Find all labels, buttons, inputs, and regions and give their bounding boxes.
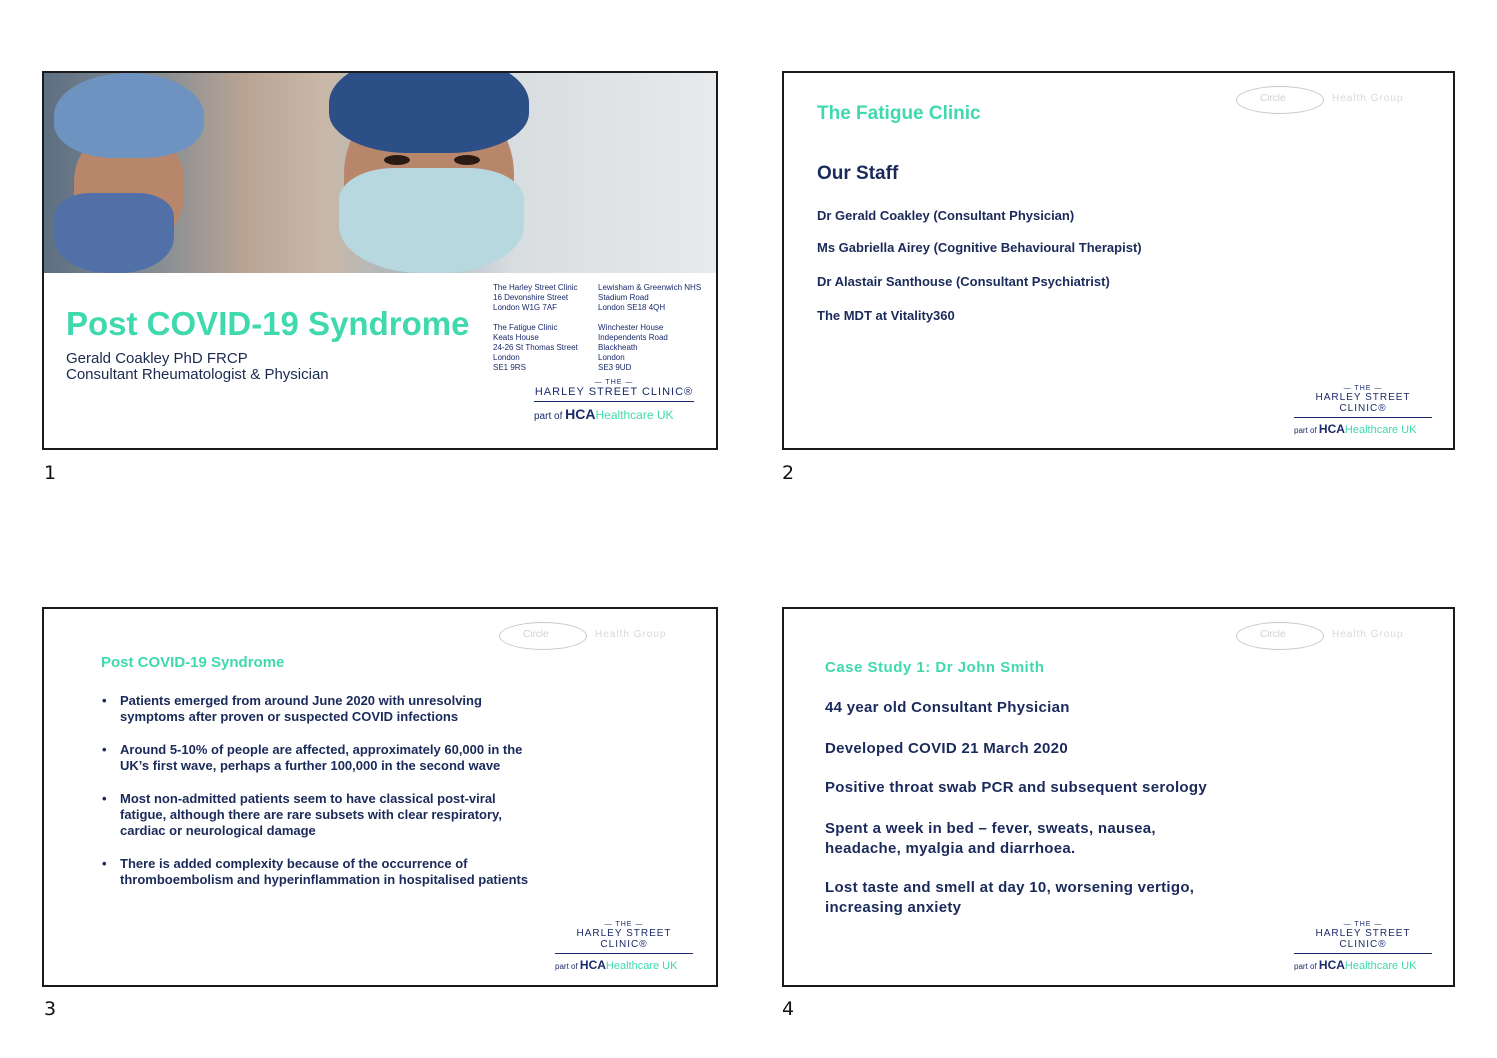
logo-name: HARLEY STREET CLINIC® bbox=[555, 928, 693, 954]
logo-part-of: part of bbox=[1294, 426, 1317, 435]
logo-healthcare: Healthcare UK bbox=[1344, 424, 1417, 436]
case-line: Positive throat swab PCR and subsequent serology bbox=[825, 779, 1207, 796]
slide-3 bbox=[42, 607, 718, 987]
logo-the: — THE — bbox=[1343, 921, 1383, 928]
photo-eye bbox=[384, 155, 410, 165]
case-line: Spent a week in bed – fever, sweats, nausea, headache, myalgia and diarrhoea. bbox=[825, 820, 1156, 857]
logo-hca bbox=[555, 958, 693, 972]
slide-title: The Fatigue Clinic bbox=[817, 103, 981, 124]
logo-hca-mark: HCA bbox=[565, 406, 596, 422]
bullet-item bbox=[100, 742, 540, 774]
logo-circle-group: Health Group bbox=[595, 629, 667, 640]
logo-circle-word: Circle bbox=[1260, 93, 1286, 104]
case-line: Developed COVID 21 March 2020 bbox=[825, 740, 1068, 757]
slide-heading: Our Staff bbox=[817, 163, 899, 184]
bullet-dot: • bbox=[102, 856, 107, 871]
logo-circle-group: Health Group bbox=[1332, 629, 1404, 640]
logo-hca bbox=[1294, 958, 1432, 972]
bullet-list bbox=[100, 693, 540, 905]
staff-item: Dr Gerald Coakley (Consultant Physician) bbox=[817, 208, 1075, 223]
logo-hca bbox=[1294, 422, 1432, 436]
harley-street-logo bbox=[1294, 385, 1432, 436]
logo-name: HARLEY STREET CLINIC® bbox=[1294, 392, 1432, 418]
slide-number: 4 bbox=[782, 998, 795, 1020]
slide-1 bbox=[42, 71, 718, 450]
logo-the: — THE — bbox=[1343, 385, 1383, 392]
slide-title: Case Study 1: Dr John Smith bbox=[825, 659, 1045, 676]
bullet-text: Around 5-10% of people are affected, approximately 60,000 in the UK’s first wave, perhaps a further 100,000 in the second wave bbox=[120, 742, 523, 773]
bullet-item bbox=[100, 791, 540, 839]
harley-street-logo bbox=[534, 379, 694, 422]
logo-hca-mark: HCA bbox=[1318, 958, 1345, 972]
harley-street-logo bbox=[555, 921, 693, 972]
logo-healthcare: Healthcare UK bbox=[595, 408, 674, 422]
author-role: Consultant Rheumatologist & Physician bbox=[66, 366, 329, 383]
bullet-dot: • bbox=[102, 693, 107, 708]
bullet-dot: • bbox=[102, 742, 107, 757]
cover-photo bbox=[44, 73, 716, 273]
logo-hca-mark: HCA bbox=[1318, 422, 1345, 436]
logo-circle-word: Circle bbox=[523, 629, 549, 640]
bullet-dot: • bbox=[102, 791, 107, 806]
logo-healthcare: Healthcare UK bbox=[605, 960, 678, 972]
bullet-text: Most non-admitted patients seem to have classical post-viral fatigue, although there are rare subsets with clear respiratory, cardiac or neurological damage bbox=[120, 791, 502, 838]
staff-item: Ms Gabriella Airey (Cognitive Behavioural Therapist) bbox=[817, 240, 1142, 255]
bullet-item bbox=[100, 693, 540, 725]
address-block: The Harley Street Clinic 16 Devonshire Street London W1G 7AF bbox=[493, 283, 578, 312]
bullet-text: There is added complexity because of the occurrence of thromboembolism and hyperinflammation in hospitalised patients bbox=[120, 856, 529, 887]
logo-circle-group: Health Group bbox=[1332, 93, 1404, 104]
logo-the: — THE — bbox=[604, 921, 644, 928]
harley-street-logo bbox=[1294, 921, 1432, 972]
bullet-item bbox=[100, 856, 540, 888]
address-block: Lewisham & Greenwich NHS Stadium Road London SE18 4QH bbox=[598, 283, 702, 312]
address-block: Winchester House Independents Road Blackheath London SE3 9UD bbox=[598, 323, 668, 372]
slide-title: Post COVID-19 Syndrome bbox=[101, 654, 285, 671]
logo-part-of: part of bbox=[555, 962, 578, 971]
author-name: Gerald Coakley PhD FRCP bbox=[66, 350, 248, 367]
slide-2 bbox=[782, 71, 1455, 450]
slide-number: 1 bbox=[44, 462, 57, 484]
photo-glove-left bbox=[54, 193, 174, 273]
photo-cap-right bbox=[329, 71, 529, 153]
logo-part-of: part of bbox=[534, 411, 563, 422]
logo-healthcare: Healthcare UK bbox=[1344, 960, 1417, 972]
logo-circle-word: Circle bbox=[1260, 629, 1286, 640]
photo-eye bbox=[454, 155, 480, 165]
logo-name: HARLEY STREET CLINIC® bbox=[1294, 928, 1432, 954]
slide-title: Post COVID-19 Syndrome bbox=[66, 305, 470, 342]
case-line: 44 year old Consultant Physician bbox=[825, 699, 1070, 716]
staff-item: Dr Alastair Santhouse (Consultant Psychiatrist) bbox=[817, 274, 1110, 289]
logo-part-of: part of bbox=[1294, 962, 1317, 971]
logo-name: HARLEY STREET CLINIC® bbox=[534, 386, 694, 402]
photo-cap-left bbox=[54, 73, 204, 158]
logo-hca bbox=[534, 406, 694, 422]
address-block: The Fatigue Clinic Keats House 24-26 St Thomas Street London SE1 9RS bbox=[493, 323, 578, 372]
logo-the: — THE — bbox=[594, 379, 634, 386]
logo-hca-mark: HCA bbox=[579, 958, 606, 972]
staff-item: The MDT at Vitality360 bbox=[817, 308, 955, 323]
slide-number: 2 bbox=[782, 462, 795, 484]
photo-mask bbox=[339, 168, 524, 273]
case-line: Lost taste and smell at day 10, worsening vertigo, increasing anxiety bbox=[825, 879, 1195, 916]
bullet-text: Patients emerged from around June 2020 with unresolving symptoms after proven or suspected COVID infections bbox=[120, 693, 482, 724]
slide-4 bbox=[782, 607, 1455, 987]
slide-number: 3 bbox=[44, 998, 57, 1020]
